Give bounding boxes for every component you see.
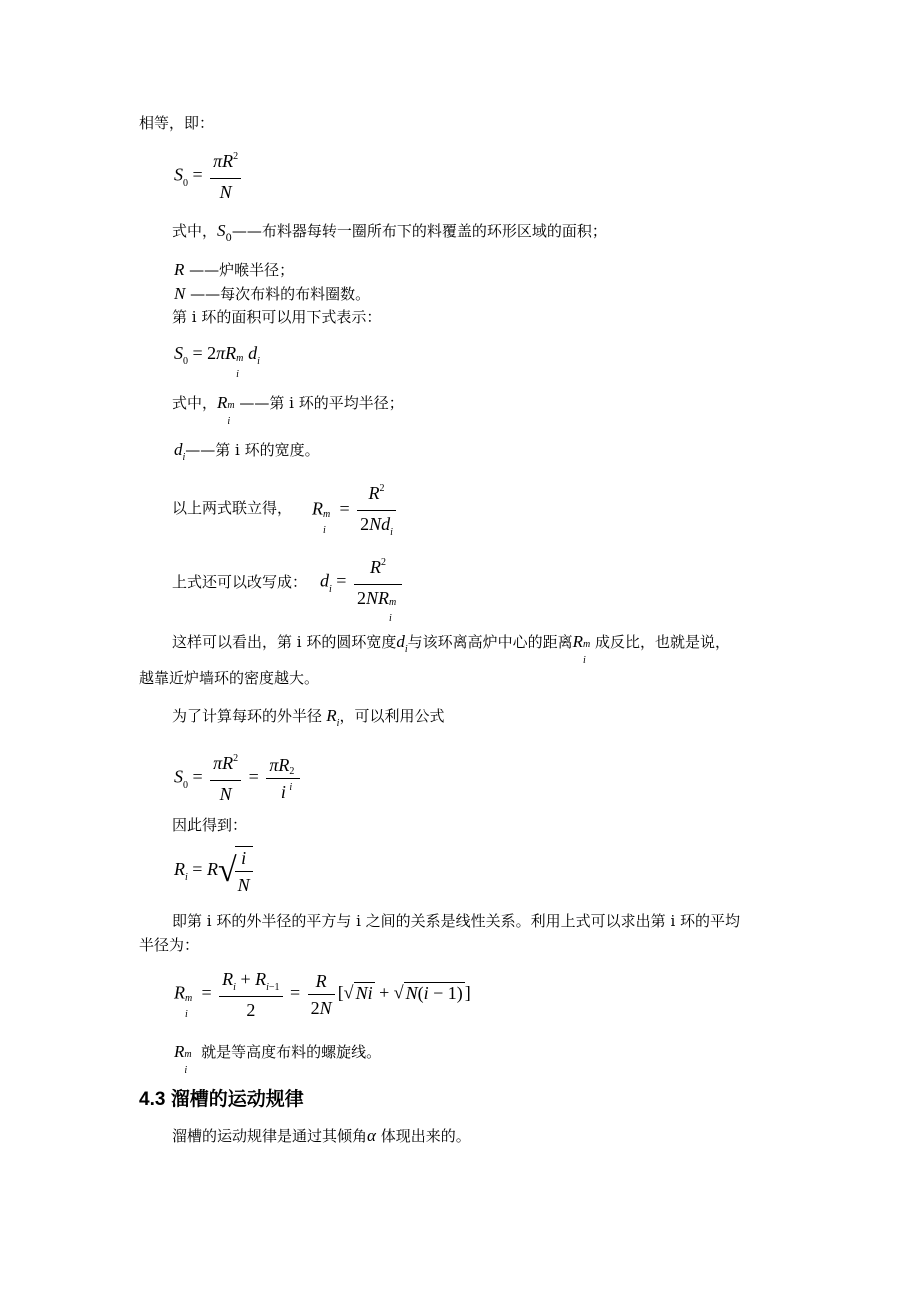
formula-mean-radius: R m i = $\frac{R_i + R_{i-1}}{2}$ = $\frac{R}{2N}$ [√ Ni + √ N(i − 1) ] [174, 969, 471, 1020]
linear-line-1: 即第 i 环的外半径的平方与 i 之间的关系是线性关系。利用上式可以求出第 i 环的平均 [172, 912, 741, 930]
formula-di: $d_i$ = $R^2$ 2NR m i [320, 556, 405, 609]
therefore-text: 因此得到： [172, 816, 248, 834]
formula-ring-area: $S_0 = 2\pi R$ m i $d_i$ [174, 343, 260, 380]
formula-rim: R m i = $\frac{R^2}{2Nd_i}$ [312, 482, 399, 539]
spiral-text: R m i 就是等高度布料的螺旋线。 [174, 1042, 382, 1076]
definition-di: $d_i——$第 i 环的宽度。 [174, 440, 320, 463]
combine-text: 以上两式联立得， [172, 499, 293, 517]
linear-line-2: 半径为： [139, 936, 200, 954]
chute-motion-text: 溜槽的运动规律是通过其倾角α 体现出来的。 [172, 1126, 471, 1145]
definition-s0: 式中，$S_0——$布料器每转一圈所布下的料覆盖的环形区域的面积； [172, 221, 607, 244]
intro-text: 相等，即： [139, 114, 215, 132]
ring-area-text: 第 i 环的面积可以用下式表示： [172, 308, 382, 326]
rewrite-text: 上式还可以改写成： [172, 573, 308, 591]
section-heading: 4.3 溜槽的运动规律 [139, 1089, 304, 1110]
formula-outer-radius: $S_0$ = $\frac{\pi R^2}{N}$ = πR 2 i i [174, 752, 303, 805]
outer-radius-text: 为了计算每环的外半径 $R_i$，可以利用公式 [172, 706, 445, 729]
conclusion-line-1: 这样可以看出，第 i 环的圆环宽度$d_i$与该环离高炉中心的距离R m i 成反比，也就是说， [172, 632, 731, 666]
formula-ri: $R_i = R√$ $\frac{i}{N}$ [174, 846, 256, 896]
formula-area-per-turn: $S_0$ = $\frac{\pi R^2}{N}$ [174, 150, 244, 203]
definition-rim: 式中，R m i ——第 i 环的平均半径； [172, 393, 404, 427]
definition-r: R ——炉喉半径； [174, 260, 295, 279]
conclusion-line-2: 越靠近炉墙环的密度越大。 [139, 669, 320, 687]
definition-n: N ——每次布料的布料圈数。 [174, 284, 371, 303]
